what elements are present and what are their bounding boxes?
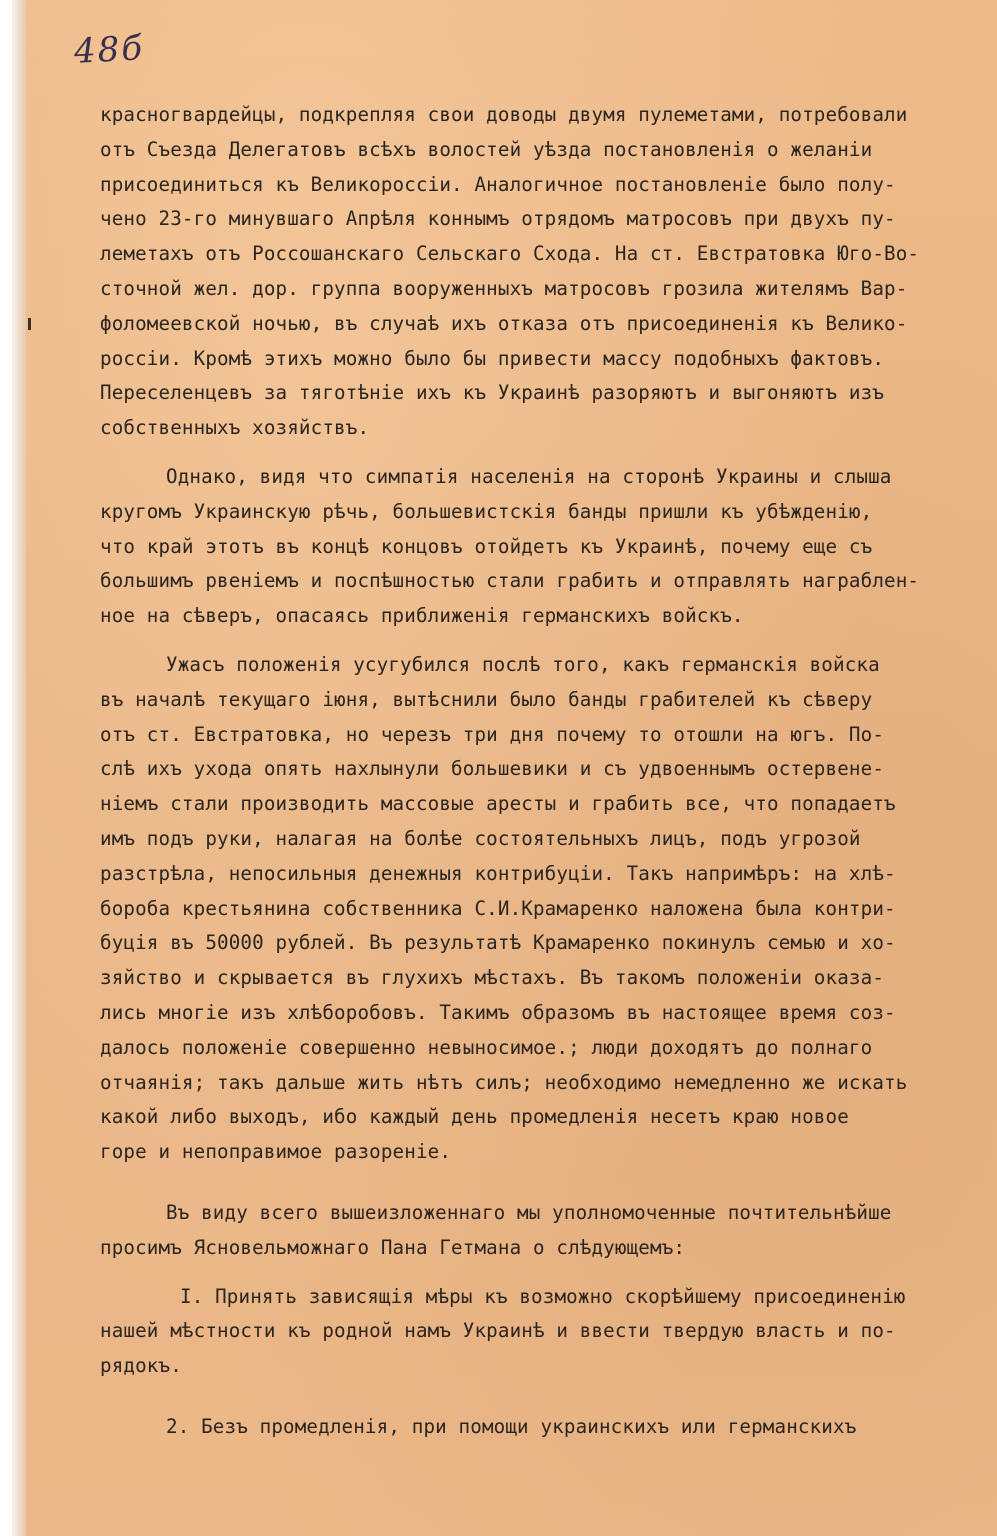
text-line: чено 23-го минувшаго Апрѣля коннымъ отрядомъ матросовъ при двухъ пу- bbox=[100, 207, 896, 231]
text-line: 2. Безъ промедленія, при помощи украинскихъ или германскихъ bbox=[166, 1414, 857, 1438]
text-line: леметахъ отъ Россошанскаго Сельскаго Схода. На ст. Евстратовка Юго-Во- bbox=[100, 242, 920, 266]
text-line: рядокъ. bbox=[100, 1354, 182, 1378]
text-line: лись многіе изъ хлѣборобовъ. Такимъ образомъ въ настоящее время соз- bbox=[100, 1000, 896, 1024]
text-line: красногвардейцы, подкрепляя свои доводы двумя пулеметами, потребовали bbox=[100, 103, 908, 126]
paragraph bbox=[100, 648, 980, 1170]
text-line: отъ Съезда Делегатовъ всѣхъ волостей уѣзда постановленія о желаніи bbox=[100, 137, 873, 161]
text-line: ное на сѣверъ, опасаясь приближенія германскихъ войскъ. bbox=[100, 604, 744, 628]
text-line: нашей мѣстности къ родной намъ Украинѣ и ввести твердую власть и по- bbox=[100, 1319, 896, 1343]
text-line: Въ виду всего вышеизложеннаго мы уполномоченные почтительнѣйше bbox=[166, 1200, 892, 1224]
text-line: что край этотъ въ концѣ концовъ отойдетъ къ Украинѣ, почему еще съ bbox=[100, 534, 873, 558]
text-line: отъ ст. Евстратовка, но черезъ три дня почему то отошли на югъ. По- bbox=[100, 722, 885, 746]
text-line: буція въ 50000 рублей. Въ результатѣ Крамаренко покинулъ семью и хо- bbox=[100, 931, 896, 955]
text-line: разстрѣла, непосильныя денежныя контрибуціи. Такъ напримѣръ: на хлѣ- bbox=[100, 861, 896, 885]
text-line: россіи. Кромѣ этихъ можно было бы привести массу подобныхъ фактовъ. bbox=[100, 346, 885, 370]
paragraph bbox=[100, 1196, 980, 1266]
text-line: какой либо выходъ, ибо каждый день промедленія несетъ краю новое bbox=[100, 1105, 849, 1129]
text-line: собственныхъ хозяйствъ. bbox=[100, 416, 370, 440]
archive-folio-number: 48б bbox=[73, 28, 146, 72]
margin-mark bbox=[28, 318, 31, 330]
text-line: зяйство и скрывается въ глухихъ мѣстахъ. Въ такомъ положеніи оказа- bbox=[100, 966, 885, 990]
numbered-request-item bbox=[100, 1280, 980, 1384]
text-line: далось положеніе совершенно невыносимое.; люди доходятъ до полнаго bbox=[100, 1035, 873, 1059]
text-line: большимъ рвеніемъ и поспѣшностью стали грабить и отправлять награблен- bbox=[100, 569, 920, 593]
paragraph bbox=[100, 460, 980, 634]
text-line: Ужасъ положенія усугубился послѣ того, какъ германскія войска bbox=[166, 652, 880, 676]
text-line: просимъ Ясновельможнаго Пана Гетмана о слѣдующемъ: bbox=[100, 1235, 686, 1259]
text-line: въ началѣ текущаго іюня, вытѣснили было банды грабителей къ сѣверу bbox=[100, 687, 873, 711]
text-line: бороба крестьянина собственника С.И.Крамаренко наложена была контри- bbox=[100, 896, 896, 920]
page-edge bbox=[12, 0, 26, 1536]
text-line: Переселенцевъ за тяготѣніе ихъ къ Украинѣ разоряютъ и выгоняютъ изъ bbox=[100, 381, 885, 405]
text-line: отчаянія; такъ дальше жить нѣтъ силъ; необходимо немедленно же искать bbox=[100, 1070, 908, 1094]
text-line: кругомъ Украинскую рѣчь, большевистскія банды пришли къ убѣжденію, bbox=[100, 499, 873, 523]
text-line: имъ подъ руки, налагая на болѣе состоятельныхъ лицъ, подъ угрозой bbox=[100, 826, 861, 850]
typewritten-text bbox=[100, 98, 980, 1445]
numbered-request-item bbox=[100, 1410, 980, 1445]
paragraph bbox=[100, 98, 980, 446]
text-line: ніемъ стали производить массовые аресты и грабить все, что попадаетъ bbox=[100, 792, 896, 816]
text-line: сточной жел. дор. группа вооруженныхъ матросовъ грозила жителямъ Вар- bbox=[100, 276, 908, 300]
text-line: присоединиться къ Великороссіи. Аналогичное постановленіе было полу- bbox=[100, 172, 896, 196]
text-line: горе и непоправимое разореніе. bbox=[100, 1140, 452, 1164]
text-line: слѣ ихъ ухода опять нахлынули большевики и съ удвоеннымъ остервене- bbox=[100, 757, 885, 781]
document-page bbox=[12, 0, 997, 1536]
text-line: Однако, видя что симпатія населенія на сторонѣ Украины и слыша bbox=[166, 464, 892, 488]
text-line: I. Принять зависящія мѣры къ возможно скорѣйшему присоединенію bbox=[180, 1284, 906, 1308]
text-line: фоломеевской ночью, въ случаѣ ихъ отказа отъ присоединенія къ Велико- bbox=[100, 311, 908, 335]
